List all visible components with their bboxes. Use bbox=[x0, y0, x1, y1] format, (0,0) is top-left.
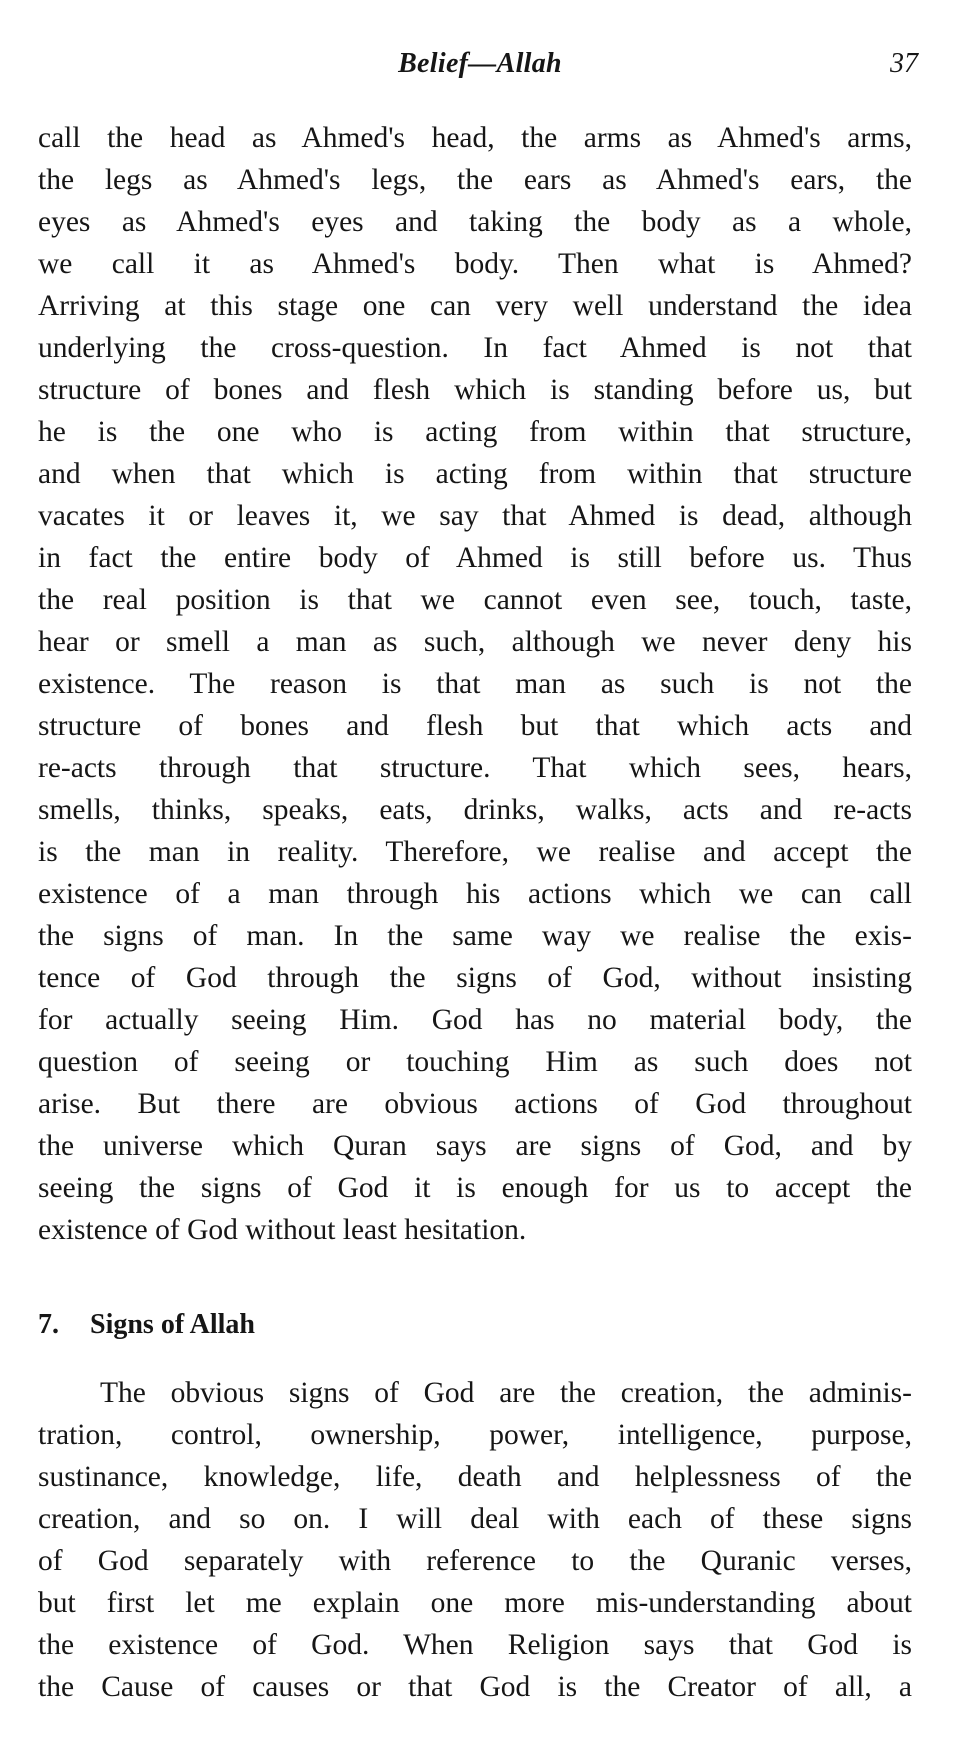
text-line: structure of bones and flesh which is standing before us, but bbox=[38, 374, 912, 406]
text-line: underlying the cross-question. In fact Ahmed is not that bbox=[38, 332, 912, 364]
text-line: but first let me explain one more mis-understanding about bbox=[38, 1587, 912, 1619]
text-line: The obvious signs of God are the creation, the adminis- bbox=[100, 1377, 912, 1409]
text-line: the Cause of causes or that God is the Creator of all, a bbox=[38, 1671, 912, 1703]
text-line: seeing the signs of God it is enough for us to accept the bbox=[38, 1172, 912, 1204]
text-line: structure of bones and flesh but that which acts and bbox=[38, 710, 912, 742]
text-line: of God separately with reference to the Quranic verses, bbox=[38, 1545, 912, 1577]
text-line: the real position is that we cannot even see, touch, taste, bbox=[38, 584, 912, 616]
text-line: vacates it or leaves it, we say that Ahmed is dead, although bbox=[38, 500, 912, 532]
text-line: re-acts through that structure. That which sees, hears, bbox=[38, 752, 912, 784]
paragraph-signs bbox=[38, 1372, 912, 1708]
text-line: hear or smell a man as such, although we never deny his bbox=[38, 626, 912, 658]
text-line: Arriving at this stage one can very well understand the idea bbox=[38, 290, 912, 322]
section-number: 7. bbox=[38, 1309, 59, 1340]
section-title: Signs of Allah bbox=[90, 1309, 255, 1340]
text-line: we call it as Ahmed's body. Then what is Ahmed? bbox=[38, 248, 912, 280]
page-number: 37 bbox=[890, 48, 918, 79]
text-line: creation, and so on. I will deal with each of these signs bbox=[38, 1503, 912, 1535]
paragraph-continued bbox=[38, 117, 912, 1251]
text-line: the universe which Quran says are signs of God, and by bbox=[38, 1130, 912, 1162]
text-line: he is the one who is acting from within that structure, bbox=[38, 416, 912, 448]
text-line: sustinance, knowledge, life, death and helplessness of the bbox=[38, 1461, 912, 1493]
text-line: existence. The reason is that man as such is not the bbox=[38, 668, 912, 700]
text-line: question of seeing or touching Him as such does not bbox=[38, 1046, 912, 1078]
running-title: Belief—Allah bbox=[398, 48, 562, 79]
text-line: call the head as Ahmed's head, the arms as Ahmed's arms, bbox=[38, 122, 912, 154]
text-line: the legs as Ahmed's legs, the ears as Ahmed's ears, the bbox=[38, 164, 912, 196]
text-line: the existence of God. When Religion says that God is bbox=[38, 1629, 912, 1661]
text-line: and when that which is acting from within that structure bbox=[38, 458, 912, 490]
text-line: is the man in reality. Therefore, we realise and accept the bbox=[38, 836, 912, 868]
text-line: existence of God without least hesitation. bbox=[38, 1214, 527, 1246]
text-line: for actually seeing Him. God has no material body, the bbox=[38, 1004, 912, 1036]
text-line: the signs of man. In the same way we realise the exis- bbox=[38, 920, 912, 952]
text-line: arise. But there are obvious actions of God throughout bbox=[38, 1088, 912, 1120]
text-line: tence of God through the signs of God, without insisting bbox=[38, 962, 912, 994]
text-line: smells, thinks, speaks, eats, drinks, walks, acts and re-acts bbox=[38, 794, 912, 826]
text-line: existence of a man through his actions which we can call bbox=[38, 878, 912, 910]
text-line: in fact the entire body of Ahmed is still before us. Thus bbox=[38, 542, 912, 574]
text-line: eyes as Ahmed's eyes and taking the body as a whole, bbox=[38, 206, 912, 238]
section-heading bbox=[38, 1304, 255, 1346]
text-line: tration, control, ownership, power, intelligence, purpose, bbox=[38, 1419, 912, 1451]
